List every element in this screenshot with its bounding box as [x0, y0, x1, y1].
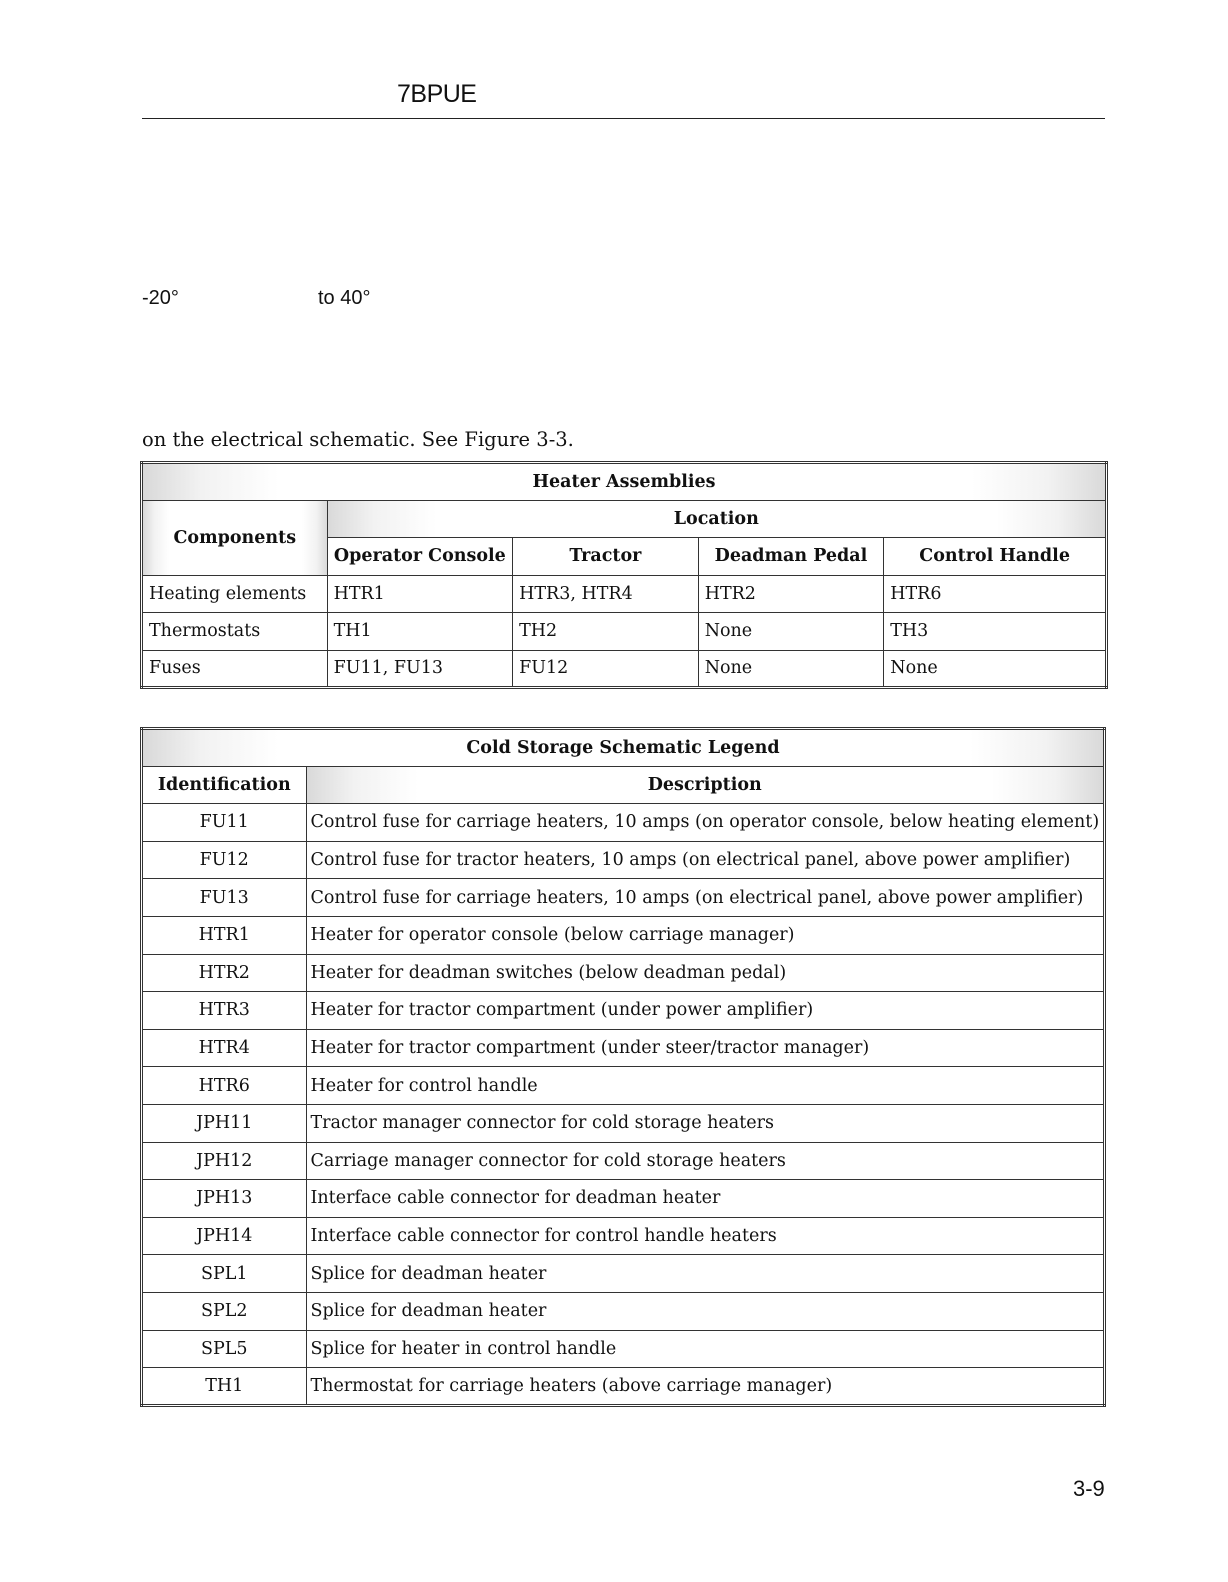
identification-cell: SPL2 — [142, 1292, 307, 1330]
identification-cell: HTR1 — [142, 916, 307, 954]
identification-cell: HTR6 — [142, 1067, 307, 1105]
table-cell: None — [884, 650, 1107, 688]
intro-paragraph: on the electrical schematic. See Figure 3-3. — [142, 428, 574, 451]
identification-cell: JPH11 — [142, 1104, 307, 1142]
table-cell: TH1 — [327, 613, 513, 651]
legend-table-title: Cold Storage Schematic Legend — [142, 729, 1105, 767]
table-cell: None — [698, 613, 884, 651]
description-cell: Interface cable connector for deadman heater — [306, 1180, 1105, 1218]
table-cell: FU12 — [513, 650, 699, 688]
table-row — [142, 1029, 1105, 1067]
identification-cell: JPH12 — [142, 1142, 307, 1180]
table-cell: HTR6 — [884, 575, 1107, 613]
temperature-low: -20° — [142, 287, 179, 309]
identification-cell: FU11 — [142, 804, 307, 842]
description-cell: Heater for deadman switches (below deadman pedal) — [306, 954, 1105, 992]
identification-cell: HTR4 — [142, 1029, 307, 1067]
identification-cell: FU12 — [142, 841, 307, 879]
description-cell: Splice for heater in control handle — [306, 1330, 1105, 1368]
description-cell: Interface cable connector for control handle heaters — [306, 1217, 1105, 1255]
table-row — [142, 804, 1105, 842]
identification-cell: TH1 — [142, 1368, 307, 1406]
table-row — [142, 1104, 1105, 1142]
heater-assemblies-table — [140, 461, 1108, 689]
column-header-operator-console: Operator Console — [327, 538, 513, 576]
table-row — [142, 1292, 1105, 1330]
table-row — [142, 841, 1105, 879]
description-cell: Control fuse for carriage heaters, 10 amps (on operator console, below heating element) — [306, 804, 1105, 842]
description-cell: Control fuse for carriage heaters, 10 amps (on electrical panel, above power amplifier) — [306, 879, 1105, 917]
table-row — [142, 992, 1105, 1030]
location-header: Location — [327, 500, 1106, 538]
description-cell: Thermostat for carriage heaters (above carriage manager) — [306, 1368, 1105, 1406]
temperature-high: to 40° — [318, 287, 371, 309]
description-cell: Heater for tractor compartment (under power amplifier) — [306, 992, 1105, 1030]
identification-cell: HTR3 — [142, 992, 307, 1030]
identification-cell: JPH14 — [142, 1217, 307, 1255]
table-cell: HTR3, HTR4 — [513, 575, 699, 613]
table-row — [142, 916, 1105, 954]
table-row — [142, 613, 1107, 651]
description-cell: Heater for control handle — [306, 1067, 1105, 1105]
column-header-deadman-pedal: Deadman Pedal — [698, 538, 884, 576]
table-row — [142, 1255, 1105, 1293]
cold-storage-legend-table — [140, 727, 1106, 1407]
row-label: Fuses — [142, 650, 328, 688]
description-header: Description — [306, 766, 1105, 804]
table-row — [142, 879, 1105, 917]
table-cell: TH2 — [513, 613, 699, 651]
table-row — [142, 1217, 1105, 1255]
table-row — [142, 575, 1107, 613]
page-number: 3-9 — [1073, 1476, 1105, 1501]
page-header-title: 7BPUE — [397, 80, 477, 108]
table-cell: FU11, FU13 — [327, 650, 513, 688]
description-cell: Splice for deadman heater — [306, 1292, 1105, 1330]
identification-cell: JPH13 — [142, 1180, 307, 1218]
heater-table-title: Heater Assemblies — [142, 463, 1107, 501]
table-row — [142, 1180, 1105, 1218]
description-cell: Heater for tractor compartment (under steer/tractor manager) — [306, 1029, 1105, 1067]
table-row — [142, 954, 1105, 992]
description-cell: Heater for operator console (below carriage manager) — [306, 916, 1105, 954]
row-label: Thermostats — [142, 613, 328, 651]
description-cell: Control fuse for tractor heaters, 10 amps (on electrical panel, above power amplifier) — [306, 841, 1105, 879]
description-cell: Splice for deadman heater — [306, 1255, 1105, 1293]
table-cell: HTR1 — [327, 575, 513, 613]
table-cell: HTR2 — [698, 575, 884, 613]
identification-cell: SPL1 — [142, 1255, 307, 1293]
identification-cell: SPL5 — [142, 1330, 307, 1368]
description-cell: Tractor manager connector for cold storage heaters — [306, 1104, 1105, 1142]
table-row — [142, 1067, 1105, 1105]
column-header-control-handle: Control Handle — [884, 538, 1107, 576]
identification-header: Identification — [142, 766, 307, 804]
table-row — [142, 650, 1107, 688]
table-row — [142, 1142, 1105, 1180]
table-row — [142, 1368, 1105, 1406]
header-divider — [142, 118, 1105, 119]
table-cell: TH3 — [884, 613, 1107, 651]
row-label: Heating elements — [142, 575, 328, 613]
identification-cell: HTR2 — [142, 954, 307, 992]
identification-cell: FU13 — [142, 879, 307, 917]
table-cell: None — [698, 650, 884, 688]
description-cell: Carriage manager connector for cold storage heaters — [306, 1142, 1105, 1180]
components-header: Components — [142, 500, 328, 575]
table-row — [142, 1330, 1105, 1368]
column-header-tractor: Tractor — [513, 538, 699, 576]
